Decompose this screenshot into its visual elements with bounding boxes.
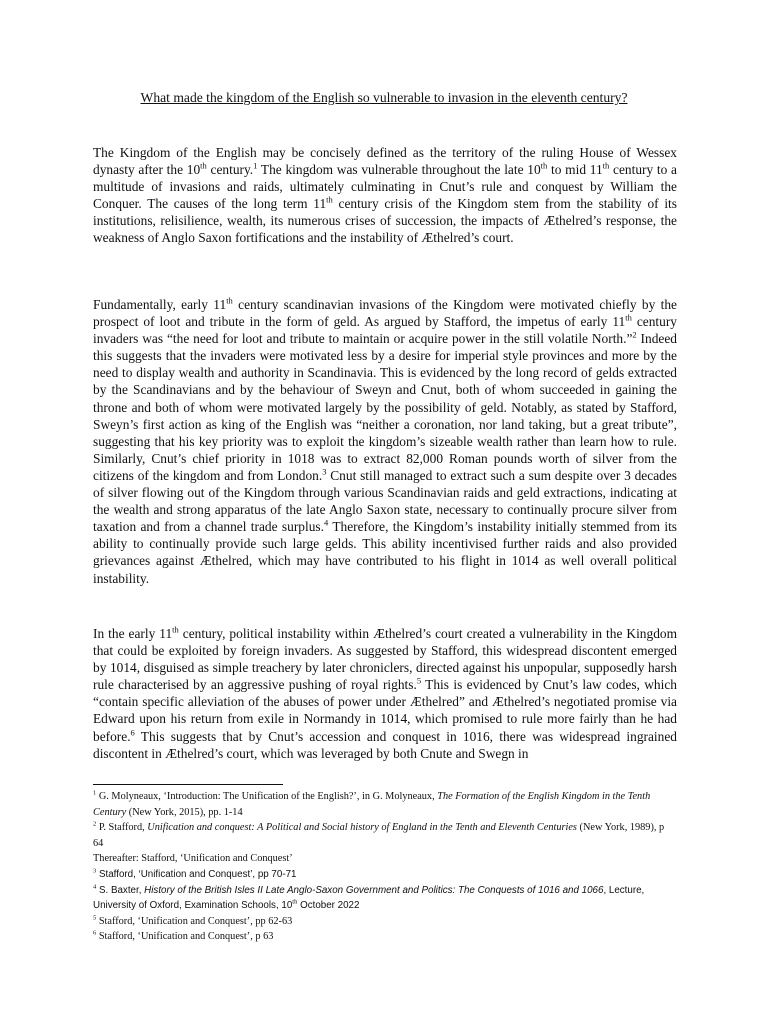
superscript: 6 bbox=[93, 929, 97, 937]
text-run: The kingdom was vulnerable throughout the late 10 bbox=[257, 162, 541, 178]
superscript: 2 bbox=[93, 820, 97, 828]
superscript: th bbox=[226, 295, 233, 306]
italic-title: Unification and conquest: A Political and Social history of England in the Tenth and Eleventh Centuries bbox=[147, 822, 577, 834]
text-run: century. bbox=[206, 162, 254, 178]
footnote-1 bbox=[93, 789, 677, 820]
superscript: th bbox=[602, 160, 610, 171]
italic-title: The Formation of the English Kingdom in the Tenth Century bbox=[93, 791, 651, 818]
superscript: 6 bbox=[130, 727, 135, 738]
text-run: October 2022 bbox=[297, 900, 360, 912]
footnote-4 bbox=[93, 883, 677, 914]
superscript: th bbox=[292, 898, 298, 906]
superscript: 4 bbox=[323, 517, 329, 528]
footnote-6 bbox=[93, 929, 677, 945]
text-run: century to a multitude of invasions and raids, ultimately culminating in Cnut’s rule and conquest by William the Conquer. The causes of the long term 11 bbox=[93, 162, 678, 212]
text-run: century, political instability within Æthelred’s court created a vulnerability in the Kingdom that could be exploited by foreign invaders. As suggested by Stafford, this widespread discontent emerged by 1014, disguised as simple treachery by later chroniclers, directed against his unpopular, supposedly harsh rule characterised by an aggressive pushing of royal rights. bbox=[93, 626, 677, 693]
superscript: th bbox=[200, 160, 207, 171]
text-run: This suggests that by Cnut’s accession and conquest in 1016, there was widespread ingrained discontent in Æthelred’s court, which was leveraged by both Cnute and Swegn in bbox=[93, 728, 677, 761]
superscript: 3 bbox=[322, 466, 327, 477]
superscript: 5 bbox=[93, 914, 97, 922]
text-run: (New York, 1989), p 64 bbox=[93, 822, 665, 849]
text-run: Stafford, ‘Unification and Conquest’, pp 70-71 bbox=[96, 868, 297, 880]
text-run: century invaders was “the need for loot and tribute to maintain or acquire power in the still volatile North.” bbox=[93, 314, 677, 347]
footnote-separator bbox=[93, 784, 283, 785]
footnote-2-thereafter bbox=[93, 851, 677, 867]
text-run: century crisis of the Kingdom stem from the stability of its institutions, relisilience, wealth, its numerous crises of succession, the impacts of Æthelred’s response, the weakness of Anglo Saxon fortifications and the instability of Æthelred’s court. bbox=[93, 196, 677, 246]
text-run: century scandinavian invasions of the Kingdom were motivated chiefly by the prospect of loot and tribute in the form of geld. As argued by Stafford, the impetus of early 11 bbox=[93, 297, 677, 330]
superscript: 2 bbox=[632, 329, 637, 340]
superscript: th bbox=[540, 160, 548, 171]
paragraph-3 bbox=[93, 625, 677, 780]
footnote-3 bbox=[93, 867, 677, 883]
text-run: P. Stafford, bbox=[96, 822, 148, 834]
superscript: 1 bbox=[93, 789, 97, 797]
text-run: Cnut still managed to extract such a sum despite over 3 decades of silver flowing out of the Kingdom through various Scandinavian raids and geld extractions, indicating at the wealth and strong apparatus of the late Anglo Saxon state, necessary to continually procure silver from taxation and from a channel trade surplus. bbox=[93, 467, 677, 535]
essay-title: What made the kingdom of the English so vulnerable to invasion in the eleventh century? bbox=[140, 90, 628, 105]
text-run: Fundamentally, early 11 bbox=[93, 297, 227, 312]
paragraph-2 bbox=[93, 296, 677, 587]
superscript: th bbox=[625, 312, 632, 323]
footnote-2 bbox=[93, 820, 677, 851]
text-run: to mid 11 bbox=[547, 162, 603, 178]
superscript: 1 bbox=[253, 160, 258, 171]
text-run: Therefore, the Kingdom’s instability initially stemmed from its ability to continually provide such large gelds. This ability incentivised further raids and also provided grievances against Æthelred, which may have contributed to his flight in 1014 as well overall political instability. bbox=[93, 519, 677, 586]
superscript: 4 bbox=[93, 883, 97, 891]
text-run: Indeed this suggests that the invaders were motivated less by a desire for imperial style provinces and more by the need to display wealth and authority in Scandinavia. This is evidenced by the long record of gelds extracted by the Scandinavians and by the behaviour of Sweyn and Cnut, both of whom succeeded in gaining the throne and both of whom were motivated largely by the possibility of geld. Notably, as stated by Stafford, Sweyn’s first action as king of the English was “neither a coronation, nor land taking, but a great tribute”, suggesting that his key priority was to exploit the kingdom’s sizeable wealth rather than learn how to rule. Similarly, Cnut’s chief priority in 1018 was to extract 82,000 Roman pounds worth of silver from the citizens of the kingdom and from London. bbox=[93, 331, 677, 483]
paragraph-1 bbox=[93, 144, 677, 247]
text-run: This is evidenced by Cnut’s law codes, which “contain specific alleviation of the abuses of power under Æthelred” and Æthelred’s negotiated promise via Edward upon his return from exile in Normandy in 1014, which promised to rule more fairly than he had before. bbox=[93, 677, 677, 744]
text-run: S. Baxter, bbox=[96, 884, 145, 896]
superscript: th bbox=[172, 625, 179, 635]
superscript: th bbox=[326, 194, 333, 205]
superscript: 3 bbox=[93, 867, 97, 875]
text-run: The Kingdom of the English may be concisely defined as the territory of the ruling House of Wessex dynasty after the 10 bbox=[93, 145, 677, 178]
italic-title: History of the British Isles II Late Anglo-Saxon Government and Politics: The Conquests of 1016 and 1066 bbox=[144, 884, 604, 896]
text-run: (New York, 2015), pp. 1-14 bbox=[126, 806, 243, 818]
text-run: Stafford, ‘Unification and Conquest’, pp 62-63 bbox=[96, 915, 293, 927]
text-run: , Lecture, University of Oxford, Examination Schools, 10 bbox=[93, 884, 645, 912]
text-run: In the early 11 bbox=[93, 626, 173, 641]
footnote-5 bbox=[93, 914, 677, 930]
footnotes bbox=[93, 789, 677, 945]
superscript: 5 bbox=[416, 675, 422, 686]
text-run: G. Molyneaux, ‘Introduction: The Unification of the English?’, in G. Molyneaux, bbox=[96, 791, 438, 802]
text-run: Thereafter: Stafford, ‘Unification and Conquest’ bbox=[93, 853, 293, 865]
text-run: Stafford, ‘Unification and Conquest’, p 63 bbox=[96, 931, 274, 943]
